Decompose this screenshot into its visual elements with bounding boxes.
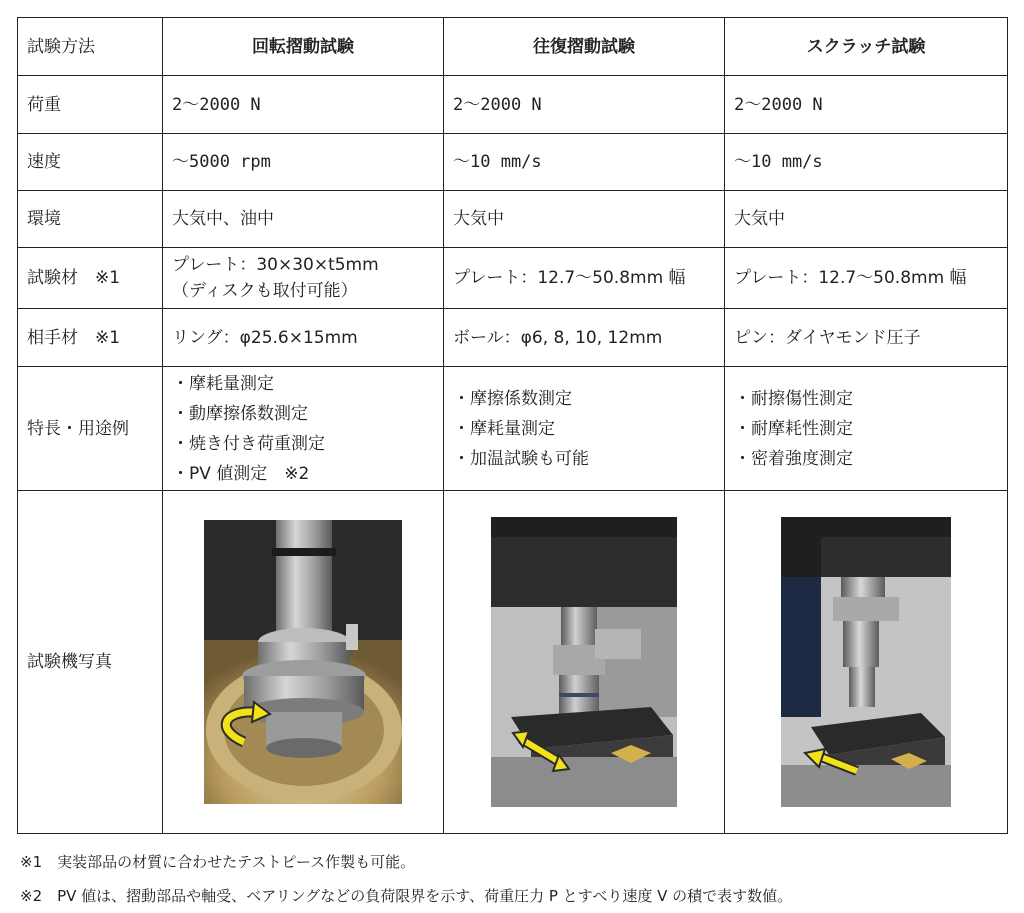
environment-reciprocating: 大気中 <box>444 191 725 248</box>
features-reciprocating <box>444 367 725 491</box>
header-row <box>18 18 1008 76</box>
features-rotary <box>163 367 444 491</box>
list-item: ・耐擦傷性測定 <box>734 388 853 409</box>
features-scratch-list <box>734 384 998 474</box>
load-rotary: 2～2000 N <box>163 76 444 134</box>
list-item: ・摩耗量測定 <box>453 418 555 439</box>
row-photo <box>18 491 1008 834</box>
specimen-rotary-line2: （ディスクも取付可能） <box>172 281 358 301</box>
list-item: ・摩擦係数測定 <box>453 388 572 409</box>
header-scratch: スクラッチ試験 <box>725 18 1008 76</box>
label-photo: 試験機写真 <box>18 491 163 834</box>
features-scratch <box>725 367 1008 491</box>
header-reciprocating: 往復摺動試験 <box>444 18 725 76</box>
header-rotary: 回転摺動試験 <box>163 18 444 76</box>
speed-scratch: ～10 mm/s <box>725 134 1008 191</box>
label-features: 特長・用途例 <box>18 367 163 491</box>
spec-table <box>17 17 1008 834</box>
specimen-rotary <box>163 248 444 309</box>
list-item: ・加温試験も可能 <box>453 448 589 469</box>
counterpart-reciprocating: ボール：φ6, 8, 10, 12mm <box>444 309 725 367</box>
rotary-tester-photo <box>204 520 402 804</box>
row-counterpart <box>18 309 1008 367</box>
specimen-rotary-line1: プレート：30×30×t5mm <box>172 255 379 275</box>
environment-rotary: 大気中、油中 <box>163 191 444 248</box>
list-item: ・摩耗量測定 <box>172 373 274 394</box>
row-speed <box>18 134 1008 191</box>
load-scratch: 2～2000 N <box>725 76 1008 134</box>
label-counterpart: 相手材 ※1 <box>18 309 163 367</box>
speed-rotary: ～5000 rpm <box>163 134 444 191</box>
speed-reciprocating: ～10 mm/s <box>444 134 725 191</box>
footnote-1: ※1 実装部品の材質に合わせたテストピース作製も可能。 <box>20 853 416 871</box>
label-environment: 環境 <box>18 191 163 248</box>
features-reciprocating-list <box>453 384 715 474</box>
row-load <box>18 76 1008 134</box>
label-load: 荷重 <box>18 76 163 134</box>
photo-rotary-cell <box>163 491 444 834</box>
list-item: ・動摩擦係数測定 <box>172 403 308 424</box>
row-specimen <box>18 248 1008 309</box>
list-item: ・耐摩耗性測定 <box>734 418 853 439</box>
counterpart-scratch: ピン：ダイヤモンド圧子 <box>725 309 1008 367</box>
features-rotary-list <box>172 369 434 489</box>
counterpart-rotary: リング：φ25.6×15mm <box>163 309 444 367</box>
footnotes <box>20 845 792 913</box>
label-speed: 速度 <box>18 134 163 191</box>
environment-scratch: 大気中 <box>725 191 1008 248</box>
photo-reciprocating-cell <box>444 491 725 834</box>
list-item: ・PV 値測定 ※2 <box>172 463 310 484</box>
load-reciprocating: 2～2000 N <box>444 76 725 134</box>
list-item: ・密着強度測定 <box>734 448 853 469</box>
footnote-2: ※2 PV 値は、摺動部品や軸受、ベアリングなどの負荷限界を示す、荷重圧力 P とすべり速度 V の積で表す数値。 <box>20 887 793 905</box>
label-specimen: 試験材 ※1 <box>18 248 163 309</box>
row-features <box>18 367 1008 491</box>
list-item: ・焼き付き荷重測定 <box>172 433 325 454</box>
reciprocating-tester-photo <box>491 517 677 807</box>
scratch-tester-photo <box>781 517 951 807</box>
specimen-scratch: プレート：12.7～50.8mm 幅 <box>725 248 1008 309</box>
photo-scratch-cell <box>725 491 1008 834</box>
header-method: 試験方法 <box>18 18 163 76</box>
row-environment <box>18 191 1008 248</box>
specimen-reciprocating: プレート：12.7～50.8mm 幅 <box>444 248 725 309</box>
